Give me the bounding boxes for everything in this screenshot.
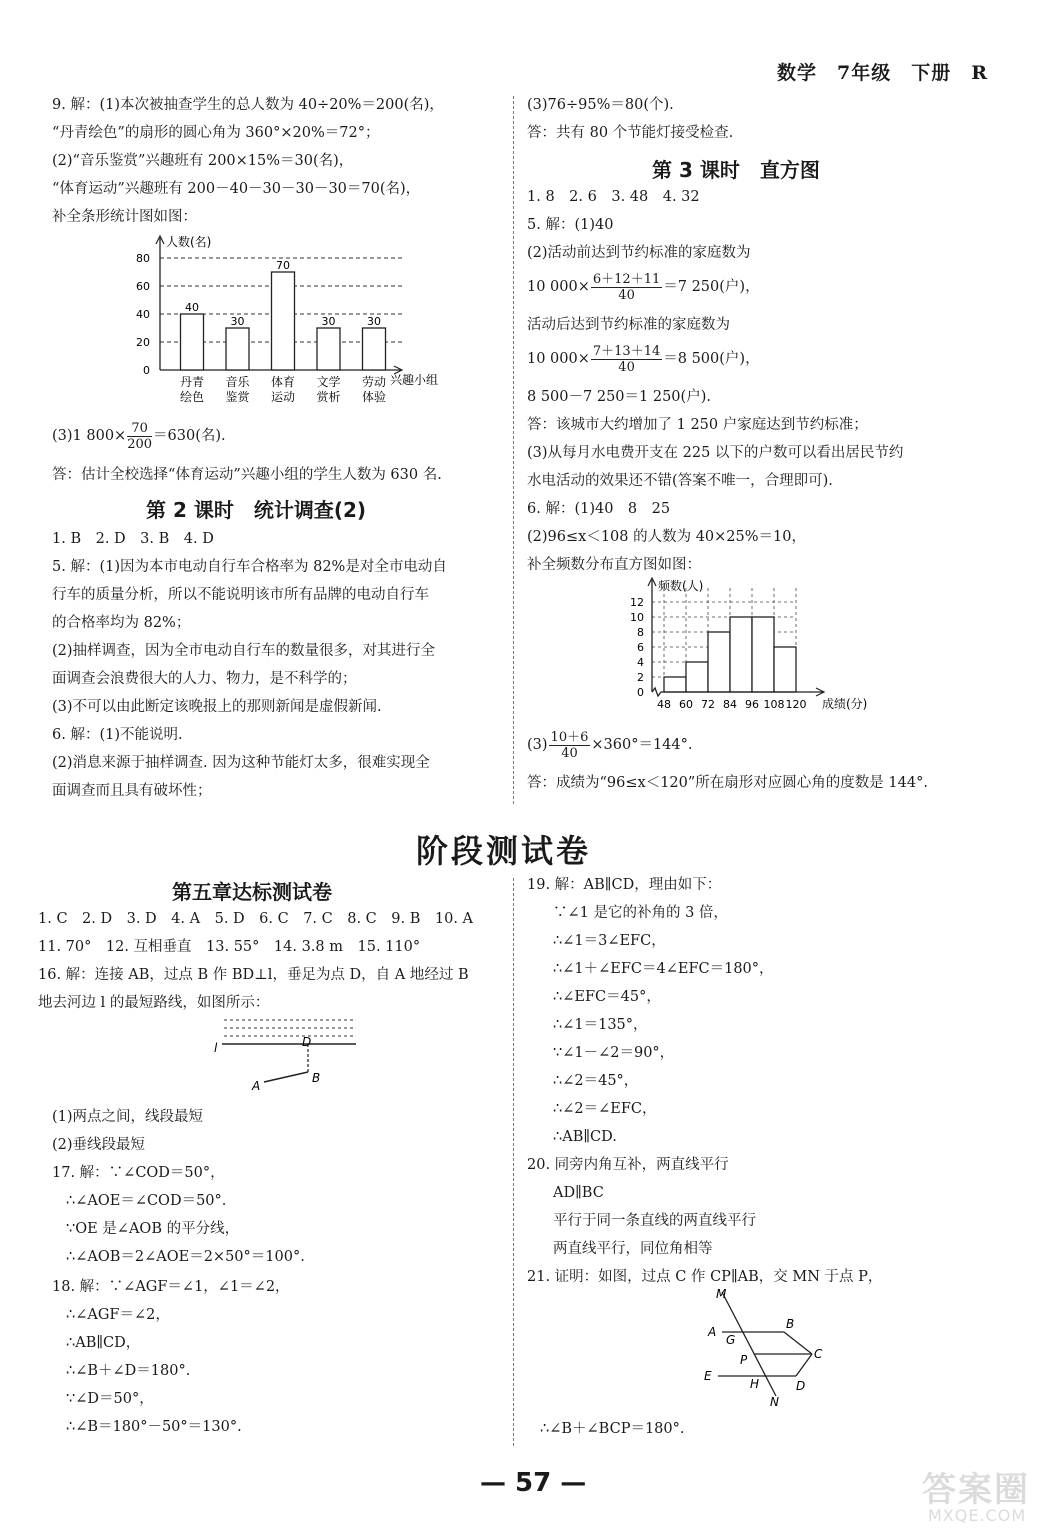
text-line: 水电活动的效果还不错(答案不唯一，合理即可). <box>527 473 833 489</box>
text-line: 11. 70° 12. 互相垂直 13. 55° 14. 3.8 m 15. 110° <box>38 939 421 955</box>
text: (3) <box>527 737 548 753</box>
text-line: “体育运动”兴趣班有 200－40－30－30－30＝70(名)， <box>52 181 421 197</box>
label-d: D <box>796 1379 806 1393</box>
category-label: 体验 <box>361 390 387 404</box>
denominator: 40 <box>618 359 635 375</box>
line-cd <box>796 1354 812 1376</box>
text-line: ∴∠2＝∠EFC， <box>553 1101 657 1117</box>
text-line: ∴∠AOE＝∠COD＝50°. <box>66 1193 227 1209</box>
text-line: ∴∠1＋∠EFC＝4∠EFC＝180°， <box>553 961 774 977</box>
text-line: ∴∠1＝135°， <box>553 1017 648 1033</box>
label-a: A <box>708 1325 717 1339</box>
x-tick-label: 108 <box>763 698 785 711</box>
bar-value-label: 30 <box>367 315 381 328</box>
text-line: 16. 解：连接 AB，过点 B 作 BD⊥l，垂足为点 D，自 A 地经过 B <box>38 967 469 983</box>
text-line: (2)抽样调查，因为全市电动自行车的数量很多，对其进行全 <box>52 643 436 659</box>
text-line: 9. 解：(1)本次被抽查学生的总人数为 40÷20%＝200(名)， <box>52 97 444 113</box>
text-line: 面调查而且具有破坏性； <box>52 783 212 799</box>
fraction <box>549 730 591 761</box>
category-label: 绘色 <box>179 390 205 404</box>
text-line: 1. 8 2. 6 3. 48 4. 32 <box>527 189 700 205</box>
y-tick-label: 6 <box>637 641 644 654</box>
bar-chart <box>120 228 450 408</box>
category-label: 赏析 <box>316 390 341 404</box>
segment-ab <box>264 1072 308 1082</box>
text-line: ∴∠1＝3∠EFC， <box>553 933 666 949</box>
text-line: 答：成绩为“96≤x＜120”所在扇形对应圆心角的度数是 144°. <box>527 775 928 791</box>
bar-value-label: 30 <box>230 315 245 328</box>
text-line: ∴∠B＋∠D＝180°. <box>66 1363 191 1379</box>
x-tick-label: 96 <box>745 698 759 711</box>
fraction-line <box>52 420 226 452</box>
text: ＝7 250(户)， <box>663 279 760 295</box>
text-line: ∴∠AOB＝2∠AOE＝2×50°＝100°. <box>66 1249 305 1265</box>
category-label: 文学 <box>316 375 341 389</box>
page-header: 数学 7年级 下册 R <box>776 62 988 84</box>
histogram <box>618 574 898 720</box>
histogram-bar <box>664 677 686 692</box>
text-line: ∴∠EFC＝45°， <box>553 989 661 1005</box>
fraction <box>591 344 662 375</box>
section-title: 第 2 课时 统计调查(2) <box>146 498 367 522</box>
y-tick-label: 60 <box>136 280 150 293</box>
x-axis-title: 兴趣小组 <box>390 373 439 387</box>
histogram-bar <box>708 632 730 692</box>
text-line: 两直线平行，同位角相等 <box>553 1241 713 1257</box>
label-a: A <box>252 1079 261 1093</box>
text-line: (2)消息来源于抽样调查. 因为这种节能灯太多，很难实现全 <box>52 755 430 771</box>
category-label: 鉴赏 <box>225 390 250 404</box>
x-tick-label: 84 <box>723 698 737 711</box>
text-line: ∵OE 是∠AOB 的平分线， <box>66 1221 240 1237</box>
text-line: 平行于同一条直线的两直线平行 <box>553 1213 756 1229</box>
text-line: ∴∠AGF＝∠2， <box>66 1307 170 1323</box>
text-line: 答：估计全校选择“体育运动”兴趣小组的学生人数为 630 名. <box>52 467 442 483</box>
figure-21 <box>700 1286 840 1410</box>
text-line: 的合格率均为 82%； <box>52 615 191 631</box>
text: (3)1 800× <box>52 428 127 444</box>
text-line: (3)76÷95%＝80(个). <box>527 97 674 113</box>
text: ＝8 500(户)， <box>663 351 760 367</box>
big-title: 阶段测试卷 <box>416 832 592 870</box>
category-label: 丹青 <box>179 375 205 389</box>
text-line: 1. C 2. D 3. D 4. A 5. D 6. C 7. C 8. C 9. B 10. A <box>38 911 474 927</box>
text-line: 18. 解：∵∠AGF＝∠1，∠1＝∠2， <box>52 1279 290 1295</box>
text-line: 19. 解：AB∥CD，理由如下： <box>527 877 722 893</box>
text-line: (2)“音乐鉴赏”兴趣班有 200×15%＝30(名)， <box>52 153 354 169</box>
text-line: 1. B 2. D 3. B 4. D <box>52 531 214 547</box>
text-line: 面调查会浪费很大的人力、物力，是不科学的； <box>52 671 357 687</box>
y-tick-label: 4 <box>637 656 644 669</box>
text-line: ∴AB∥CD， <box>66 1335 141 1351</box>
label-m: M <box>716 1287 727 1301</box>
text-line: 6. 解：(1)40 8 25 <box>527 501 671 517</box>
text-line: 补全条形统计图如图： <box>52 209 197 225</box>
column-divider <box>513 878 514 1446</box>
label-b: B <box>312 1071 321 1085</box>
bar-value-label: 70 <box>276 259 290 272</box>
y-tick-label: 10 <box>630 611 644 624</box>
page-number: — 57 — <box>480 1468 587 1498</box>
y-tick-label: 0 <box>143 364 150 377</box>
numerator: 6＋12＋11 <box>592 271 661 287</box>
y-axis-title: 频数(人) <box>658 579 704 593</box>
fraction <box>127 421 152 452</box>
numerator: 7＋13＋14 <box>592 343 661 359</box>
label-e: E <box>704 1369 712 1383</box>
text-line: ∵∠1 是它的补角的 3 倍， <box>553 905 728 921</box>
label-g: G <box>726 1333 736 1347</box>
text-line: (1)两点之间，线段最短 <box>52 1109 204 1125</box>
bar <box>363 328 386 370</box>
text-line: ∴∠B＝180°－50°＝130°. <box>66 1419 242 1435</box>
text-line: (3)不可以由此断定该晚报上的那则新闻是虚假新闻. <box>52 699 382 715</box>
y-axis-title: 人数(名) <box>166 235 212 249</box>
y-tick-label: 12 <box>630 596 644 609</box>
histogram-bar <box>752 617 774 692</box>
text: 10 000× <box>527 279 590 295</box>
denominator: 200 <box>127 436 153 452</box>
fraction-line <box>527 270 760 304</box>
x-tick-label: 60 <box>679 698 693 711</box>
fraction-line <box>527 728 693 762</box>
text-line: 补全频数分布直方图如图： <box>527 557 701 573</box>
fraction <box>591 272 662 303</box>
text: ×360°＝144°. <box>591 737 693 753</box>
x-axis-title: 成绩(分) <box>822 697 868 711</box>
category-label: 运动 <box>270 390 296 404</box>
bar <box>181 314 204 370</box>
watermark-url: MXQE.COM <box>928 1506 1027 1525</box>
numerator: 70 <box>127 421 152 437</box>
text-line: (2)96≤x＜108 的人数为 40×25%＝10， <box>527 529 806 545</box>
y-tick-label: 0 <box>637 686 644 699</box>
text-line: 5. 解：(1)因为本市电动自行车合格率为 82%是对全市电动自 <box>52 559 447 575</box>
section-title: 第五章达标测试卷 <box>172 880 332 904</box>
text-line: 17. 解：∵∠COD＝50°， <box>52 1165 225 1181</box>
y-tick-label: 80 <box>136 252 150 265</box>
histogram-bar <box>774 647 796 692</box>
bar <box>226 328 249 370</box>
text-line: 行车的质量分析，所以不能说明该市所有品牌的电动自行车 <box>52 587 429 603</box>
text-line: 6. 解：(1)不能说明. <box>52 727 183 743</box>
histogram-bar <box>730 617 752 692</box>
label-n: N <box>770 1395 779 1409</box>
x-tick-label: 120 <box>785 698 807 711</box>
text-line: (2)垂线段最短 <box>52 1137 146 1153</box>
text-line: ∴∠B＋∠BCP＝180°. <box>540 1421 685 1437</box>
x-tick-label: 48 <box>657 698 671 711</box>
text-line: 活动后达到节约标准的家庭数为 <box>527 317 730 333</box>
y-tick-label: 20 <box>136 336 150 349</box>
category-label: 劳动 <box>361 375 387 389</box>
label-b: B <box>786 1317 795 1331</box>
watermark-text: 答案圈 <box>922 1470 1030 1510</box>
text-line: 地去河边 l 的最短路线，如图所示： <box>38 995 270 1011</box>
y-tick-label: 2 <box>637 671 644 684</box>
bar <box>272 272 295 370</box>
text-line: “丹青绘色”的扇形的圆心角为 360°×20%＝72°； <box>52 125 380 141</box>
text: ＝630(名). <box>153 428 226 444</box>
bar-value-label: 30 <box>321 315 336 328</box>
denominator: 40 <box>618 287 635 303</box>
section-title: 第 3 课时 直方图 <box>652 158 820 182</box>
category-label: 音乐 <box>225 375 250 389</box>
fraction-line <box>527 342 760 376</box>
text-line: 答：该城市大约增加了 1 250 户家庭达到节约标准； <box>527 417 868 433</box>
text-line: AD∥BC <box>553 1185 604 1201</box>
denominator: 40 <box>561 745 578 761</box>
category-label: 体育 <box>270 375 296 389</box>
line-bc <box>784 1332 812 1354</box>
figure-16 <box>208 1016 368 1096</box>
x-tick-label: 72 <box>701 698 715 711</box>
text: 10 000× <box>527 351 590 367</box>
bar-value-label: 40 <box>185 301 199 314</box>
text-line: (3)从每月水电费开支在 225 以下的户数可以看出居民节约 <box>527 445 904 461</box>
text-line: ∴∠2＝45°， <box>553 1073 639 1089</box>
text-line: ∵∠1－∠2＝90°， <box>553 1045 675 1061</box>
text-line: (2)活动前达到节约标准的家庭数为 <box>527 245 751 261</box>
watermark <box>914 1462 1042 1528</box>
label-h: H <box>750 1377 760 1391</box>
text-line: ∵∠D＝50°， <box>66 1391 154 1407</box>
label-p: P <box>740 1353 748 1367</box>
bar <box>317 328 340 370</box>
text-line: ∴AB∥CD. <box>553 1129 617 1145</box>
label-c: C <box>814 1347 823 1361</box>
y-tick-label: 40 <box>136 308 150 321</box>
text-line: 20. 同旁内角互补，两直线平行 <box>527 1157 729 1173</box>
label-d: D <box>302 1035 312 1049</box>
y-tick-label: 8 <box>637 626 644 639</box>
histogram-bar <box>686 662 708 692</box>
text-line: 5. 解：(1)40 <box>527 217 614 233</box>
text-line: 答：共有 80 个节能灯接受检查. <box>527 125 734 141</box>
label-l: l <box>214 1041 218 1055</box>
text-line: 8 500－7 250＝1 250(户). <box>527 389 711 405</box>
text-line: 21. 证明：如图，过点 C 作 CP∥AB，交 MN 于点 P， <box>527 1269 883 1285</box>
column-divider <box>513 96 514 804</box>
numerator: 10＋6 <box>550 729 589 745</box>
